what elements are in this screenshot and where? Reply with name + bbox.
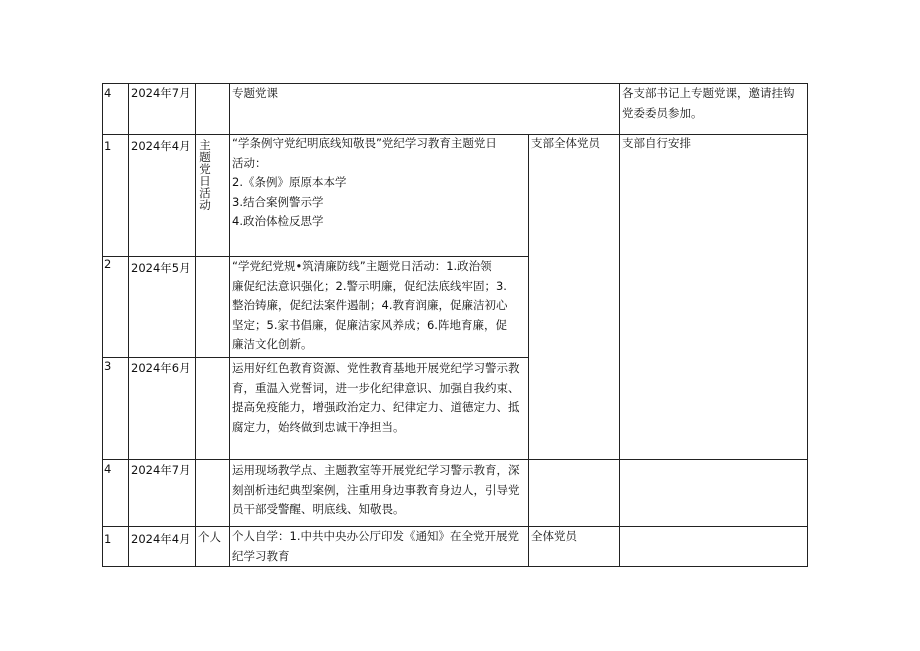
cell-content: “学党纪党规•筑清廉防线”主题党日活动：1.政治领 廉促纪法意识强化；2.警示明廉，促纪法底线牢固；3. 整治铸廉，促纪法案件遏制；4.教育润廉，促廉洁初心 坚定；5.家书倡廉，促廉洁家风养成；6.阵地育廉，促 廉洁文化创新。 xyxy=(232,259,508,351)
cell-remark: 支部自行安排 xyxy=(622,136,691,150)
cell-content: 专题党课 xyxy=(232,86,278,100)
cell-content: 运用好红色教育资源、党性教育基地开展党纪学习警示教 育，重温入党誓词，进一步化纪律意识、加强自我约束、 提高免疫能力，增强政治定力、纪律定力、道德定力、抵 腐定力，始终做到忠诚干净担当。 xyxy=(232,361,520,434)
table-border-bottom xyxy=(102,566,808,567)
cell-type-vertical: 主题党日活动 xyxy=(199,138,211,212)
col-divider xyxy=(229,83,230,567)
cell-date: 2024年4月 xyxy=(131,532,191,546)
row-divider xyxy=(102,357,528,358)
cell-no: 2 xyxy=(104,257,112,271)
cell-remark: 各支部书记上专题党课，邀请挂钩 党委委员参加。 xyxy=(622,86,795,120)
table-border-left xyxy=(102,83,103,567)
cell-type: 个人 xyxy=(198,530,221,544)
cell-no: 4 xyxy=(104,462,112,476)
cell-content: 运用现场教学点、主题教室等开展党纪学习警示教育，深 刻剖析违纪典型案例，注重用身边事教育身边人，引导党 员干部受警醒、明底线、知敬畏。 xyxy=(232,463,520,516)
cell-date: 2024年6月 xyxy=(131,361,191,375)
cell-no: 3 xyxy=(104,359,112,373)
cell-no: 1 xyxy=(104,532,112,546)
col-divider xyxy=(128,83,129,567)
cell-no: 1 xyxy=(104,139,112,153)
cell-date: 2024年4月 xyxy=(131,139,191,153)
row-divider xyxy=(102,459,808,460)
col-divider xyxy=(195,83,196,567)
table-border-right xyxy=(807,83,808,567)
cell-target: 全体党员 xyxy=(531,529,577,543)
cell-date: 2024年5月 xyxy=(131,261,191,275)
cell-date: 2024年7月 xyxy=(131,463,191,477)
col-divider xyxy=(528,134,529,567)
cell-target: 支部全体党员 xyxy=(531,136,600,150)
col-divider xyxy=(619,83,620,567)
cell-content: 个人自学：1.中共中央办公厅印发《通知》在全党开展党 纪学习教育 xyxy=(232,529,519,563)
cell-date: 2024年7月 xyxy=(131,86,191,100)
cell-content: “学条例守党纪明底线知敬畏”党纪学习教育主题党日 活动： 2.《条例》原原本本学 3.结合案例警示学 4.政治体检反思学 xyxy=(232,136,497,228)
cell-no: 4 xyxy=(104,86,112,100)
